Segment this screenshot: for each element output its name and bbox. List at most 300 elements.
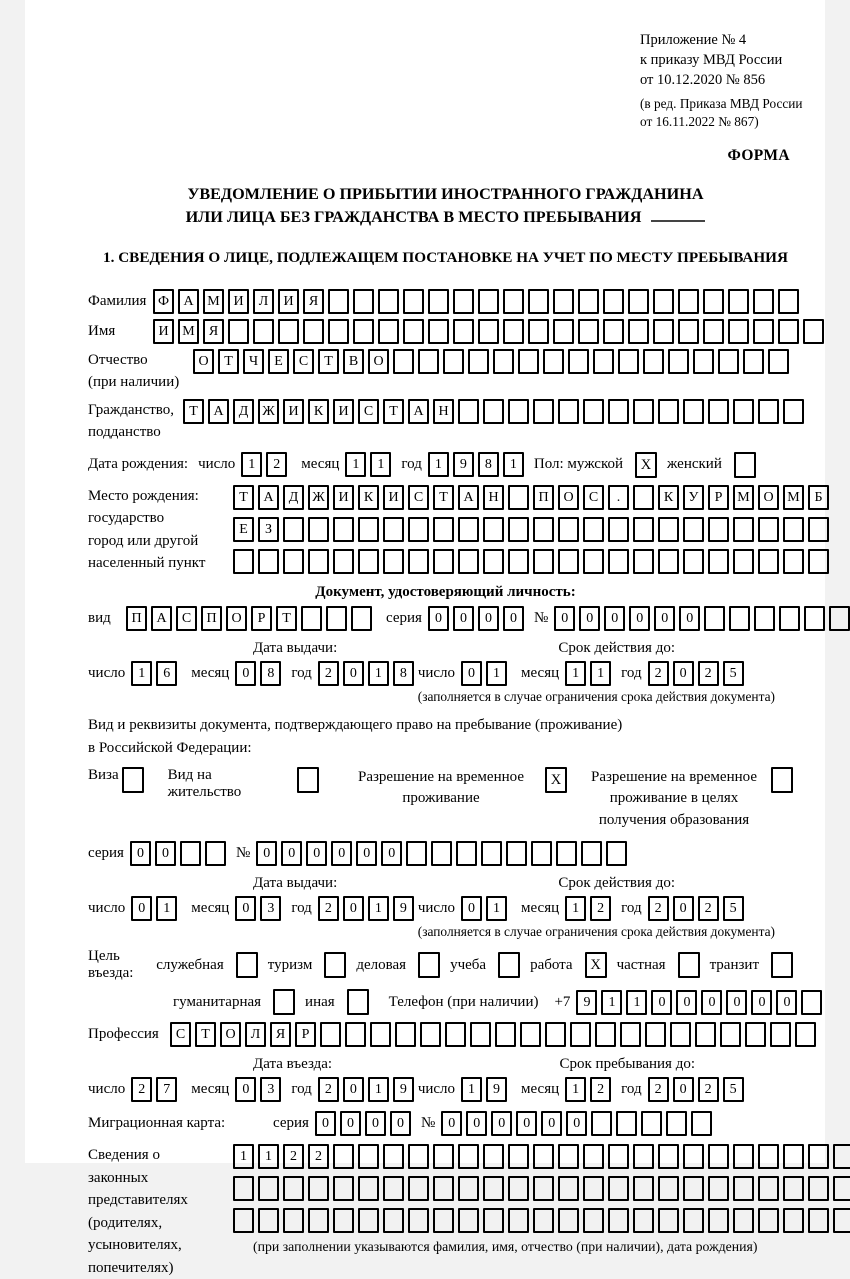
char-box[interactable]: [553, 289, 574, 314]
char-box[interactable]: [683, 1176, 704, 1201]
char-box[interactable]: [431, 841, 452, 866]
char-box[interactable]: [308, 1176, 329, 1201]
char-box[interactable]: [508, 399, 529, 424]
char-box[interactable]: Я: [270, 1022, 291, 1047]
purpose-business-checkbox[interactable]: [418, 952, 440, 978]
char-box[interactable]: 2: [648, 661, 669, 686]
char-box[interactable]: 1: [565, 1077, 586, 1102]
char-box[interactable]: П: [201, 606, 222, 631]
char-box[interactable]: 0: [343, 661, 364, 686]
char-box[interactable]: [303, 319, 324, 344]
char-box[interactable]: [301, 606, 322, 631]
char-box[interactable]: [783, 1208, 804, 1233]
char-box[interactable]: [795, 1022, 816, 1047]
char-box[interactable]: 0: [776, 990, 797, 1015]
char-box[interactable]: [358, 549, 379, 574]
char-box[interactable]: [633, 1144, 654, 1169]
char-box[interactable]: [801, 990, 822, 1015]
char-box[interactable]: 5: [723, 661, 744, 686]
char-box[interactable]: Т: [276, 606, 297, 631]
char-box[interactable]: 0: [673, 1077, 694, 1102]
char-box[interactable]: [728, 289, 749, 314]
char-box[interactable]: [608, 517, 629, 542]
char-box[interactable]: [658, 517, 679, 542]
char-box[interactable]: [258, 1208, 279, 1233]
char-box[interactable]: [558, 399, 579, 424]
char-box[interactable]: 0: [654, 606, 675, 631]
char-box[interactable]: К: [658, 485, 679, 510]
char-box[interactable]: [568, 349, 589, 374]
char-box[interactable]: 2: [648, 896, 669, 921]
char-box[interactable]: И: [333, 399, 354, 424]
char-box[interactable]: [733, 549, 754, 574]
char-box[interactable]: С: [583, 485, 604, 510]
char-box[interactable]: 0: [343, 1077, 364, 1102]
char-box[interactable]: 1: [233, 1144, 254, 1169]
char-box[interactable]: [729, 606, 750, 631]
char-box[interactable]: [531, 841, 552, 866]
char-box[interactable]: [583, 517, 604, 542]
char-box[interactable]: [733, 1208, 754, 1233]
char-box[interactable]: О: [368, 349, 389, 374]
char-box[interactable]: [583, 1144, 604, 1169]
char-box[interactable]: 0: [751, 990, 772, 1015]
char-box[interactable]: [533, 1176, 554, 1201]
char-box[interactable]: 0: [155, 841, 176, 866]
char-box[interactable]: 5: [723, 896, 744, 921]
char-box[interactable]: Т: [218, 349, 239, 374]
char-box[interactable]: [643, 349, 664, 374]
char-box[interactable]: Л: [245, 1022, 266, 1047]
char-box[interactable]: [353, 289, 374, 314]
char-box[interactable]: [658, 1176, 679, 1201]
residence-permit-checkbox[interactable]: [297, 767, 319, 793]
char-box[interactable]: 0: [676, 990, 697, 1015]
char-box[interactable]: 0: [673, 896, 694, 921]
char-box[interactable]: [743, 349, 764, 374]
char-box[interactable]: [456, 841, 477, 866]
char-box[interactable]: [708, 549, 729, 574]
char-box[interactable]: [333, 1208, 354, 1233]
char-box[interactable]: 1: [258, 1144, 279, 1169]
char-box[interactable]: [433, 1208, 454, 1233]
char-box[interactable]: [351, 606, 372, 631]
char-box[interactable]: [408, 1144, 429, 1169]
char-box[interactable]: [333, 517, 354, 542]
char-box[interactable]: 0: [461, 896, 482, 921]
char-box[interactable]: 0: [381, 841, 402, 866]
char-box[interactable]: Т: [383, 399, 404, 424]
char-box[interactable]: [543, 349, 564, 374]
char-box[interactable]: 0: [579, 606, 600, 631]
char-box[interactable]: 1: [368, 661, 389, 686]
char-box[interactable]: .: [608, 485, 629, 510]
char-box[interactable]: [658, 1144, 679, 1169]
char-box[interactable]: [770, 1022, 791, 1047]
char-box[interactable]: [458, 1144, 479, 1169]
char-box[interactable]: [783, 1176, 804, 1201]
char-box[interactable]: [533, 549, 554, 574]
char-box[interactable]: 0: [428, 606, 449, 631]
char-box[interactable]: 3: [260, 896, 281, 921]
char-box[interactable]: [328, 319, 349, 344]
char-box[interactable]: [558, 1208, 579, 1233]
char-box[interactable]: Т: [195, 1022, 216, 1047]
char-box[interactable]: Л: [253, 289, 274, 314]
char-box[interactable]: 1: [486, 896, 507, 921]
char-box[interactable]: [603, 289, 624, 314]
char-box[interactable]: [591, 1111, 612, 1136]
char-box[interactable]: [408, 549, 429, 574]
char-box[interactable]: [668, 349, 689, 374]
char-box[interactable]: [783, 549, 804, 574]
char-box[interactable]: [708, 517, 729, 542]
char-box[interactable]: [658, 549, 679, 574]
char-box[interactable]: 0: [651, 990, 672, 1015]
temp-residence-edu-checkbox[interactable]: [771, 767, 793, 793]
char-box[interactable]: [581, 841, 602, 866]
char-box[interactable]: С: [170, 1022, 191, 1047]
char-box[interactable]: [233, 1208, 254, 1233]
char-box[interactable]: [606, 841, 627, 866]
char-box[interactable]: 9: [393, 1077, 414, 1102]
char-box[interactable]: Ч: [243, 349, 264, 374]
char-box[interactable]: Т: [433, 485, 454, 510]
char-box[interactable]: [483, 549, 504, 574]
char-box[interactable]: [608, 1208, 629, 1233]
char-box[interactable]: 0: [235, 896, 256, 921]
char-box[interactable]: 1: [368, 896, 389, 921]
char-box[interactable]: [495, 1022, 516, 1047]
char-box[interactable]: [708, 399, 729, 424]
char-box[interactable]: 3: [260, 1077, 281, 1102]
char-box[interactable]: [608, 549, 629, 574]
char-box[interactable]: 0: [331, 841, 352, 866]
char-box[interactable]: [768, 349, 789, 374]
char-box[interactable]: [308, 1208, 329, 1233]
char-box[interactable]: [783, 1144, 804, 1169]
char-box[interactable]: [428, 289, 449, 314]
char-box[interactable]: О: [193, 349, 214, 374]
char-box[interactable]: [383, 1144, 404, 1169]
char-box[interactable]: [395, 1022, 416, 1047]
char-box[interactable]: [328, 289, 349, 314]
char-box[interactable]: [533, 517, 554, 542]
char-box[interactable]: 1: [503, 452, 524, 477]
char-box[interactable]: [645, 1022, 666, 1047]
char-box[interactable]: [833, 1144, 850, 1169]
char-box[interactable]: [358, 1176, 379, 1201]
char-box[interactable]: 0: [131, 896, 152, 921]
char-box[interactable]: [658, 1208, 679, 1233]
char-box[interactable]: 1: [241, 452, 262, 477]
char-box[interactable]: [433, 1176, 454, 1201]
char-box[interactable]: [683, 549, 704, 574]
char-box[interactable]: Я: [203, 319, 224, 344]
char-box[interactable]: Е: [233, 517, 254, 542]
char-box[interactable]: 0: [306, 841, 327, 866]
char-box[interactable]: [453, 319, 474, 344]
char-box[interactable]: [433, 1144, 454, 1169]
char-box[interactable]: 0: [390, 1111, 411, 1136]
char-box[interactable]: [758, 549, 779, 574]
char-box[interactable]: И: [283, 399, 304, 424]
char-box[interactable]: [733, 399, 754, 424]
char-box[interactable]: [258, 549, 279, 574]
char-box[interactable]: [558, 517, 579, 542]
char-box[interactable]: [233, 549, 254, 574]
char-box[interactable]: [433, 549, 454, 574]
char-box[interactable]: [666, 1111, 687, 1136]
visa-checkbox[interactable]: [122, 767, 144, 793]
char-box[interactable]: [783, 517, 804, 542]
char-box[interactable]: [678, 289, 699, 314]
char-box[interactable]: [283, 549, 304, 574]
char-box[interactable]: [283, 517, 304, 542]
char-box[interactable]: [458, 517, 479, 542]
char-box[interactable]: [728, 319, 749, 344]
char-box[interactable]: [458, 549, 479, 574]
char-box[interactable]: [618, 349, 639, 374]
char-box[interactable]: [708, 1208, 729, 1233]
char-box[interactable]: Т: [183, 399, 204, 424]
char-box[interactable]: 9: [576, 990, 597, 1015]
purpose-private-checkbox[interactable]: [678, 952, 700, 978]
char-box[interactable]: 0: [466, 1111, 487, 1136]
char-box[interactable]: [704, 606, 725, 631]
sex-male-checkbox[interactable]: X: [635, 452, 657, 478]
char-box[interactable]: 2: [283, 1144, 304, 1169]
char-box[interactable]: Я: [303, 289, 324, 314]
char-box[interactable]: С: [358, 399, 379, 424]
char-box[interactable]: [608, 1144, 629, 1169]
char-box[interactable]: [633, 1208, 654, 1233]
char-box[interactable]: [483, 1144, 504, 1169]
char-box[interactable]: [283, 1176, 304, 1201]
char-box[interactable]: 0: [235, 661, 256, 686]
char-box[interactable]: Ф: [153, 289, 174, 314]
char-box[interactable]: [758, 1144, 779, 1169]
char-box[interactable]: [595, 1022, 616, 1047]
char-box[interactable]: [383, 1176, 404, 1201]
char-box[interactable]: 0: [340, 1111, 361, 1136]
char-box[interactable]: 0: [343, 896, 364, 921]
char-box[interactable]: [370, 1022, 391, 1047]
char-box[interactable]: [583, 1208, 604, 1233]
char-box[interactable]: 1: [131, 661, 152, 686]
char-box[interactable]: И: [153, 319, 174, 344]
char-box[interactable]: [558, 549, 579, 574]
char-box[interactable]: [533, 1144, 554, 1169]
char-box[interactable]: [693, 349, 714, 374]
char-box[interactable]: [778, 319, 799, 344]
char-box[interactable]: [683, 517, 704, 542]
char-box[interactable]: [205, 841, 226, 866]
char-box[interactable]: 2: [318, 896, 339, 921]
char-box[interactable]: [468, 349, 489, 374]
char-box[interactable]: [481, 841, 502, 866]
char-box[interactable]: [508, 485, 529, 510]
char-box[interactable]: 0: [256, 841, 277, 866]
char-box[interactable]: [718, 349, 739, 374]
char-box[interactable]: А: [258, 485, 279, 510]
purpose-study-checkbox[interactable]: [498, 952, 520, 978]
char-box[interactable]: [383, 549, 404, 574]
char-box[interactable]: А: [151, 606, 172, 631]
char-box[interactable]: [428, 319, 449, 344]
char-box[interactable]: 0: [365, 1111, 386, 1136]
char-box[interactable]: [808, 517, 829, 542]
char-box[interactable]: [683, 399, 704, 424]
char-box[interactable]: [695, 1022, 716, 1047]
char-box[interactable]: [628, 289, 649, 314]
char-box[interactable]: [478, 319, 499, 344]
char-box[interactable]: [808, 1208, 829, 1233]
char-box[interactable]: 0: [478, 606, 499, 631]
char-box[interactable]: С: [176, 606, 197, 631]
char-box[interactable]: 0: [604, 606, 625, 631]
char-box[interactable]: 0: [491, 1111, 512, 1136]
char-box[interactable]: [616, 1111, 637, 1136]
char-box[interactable]: [378, 319, 399, 344]
char-box[interactable]: 8: [393, 661, 414, 686]
char-box[interactable]: 2: [318, 661, 339, 686]
char-box[interactable]: [653, 289, 674, 314]
char-box[interactable]: [545, 1022, 566, 1047]
char-box[interactable]: 2: [590, 896, 611, 921]
purpose-transit-checkbox[interactable]: [771, 952, 793, 978]
char-box[interactable]: С: [293, 349, 314, 374]
char-box[interactable]: [758, 517, 779, 542]
char-box[interactable]: [578, 319, 599, 344]
char-box[interactable]: К: [358, 485, 379, 510]
char-box[interactable]: [593, 349, 614, 374]
char-box[interactable]: 0: [441, 1111, 462, 1136]
char-box[interactable]: [653, 319, 674, 344]
char-box[interactable]: [608, 399, 629, 424]
char-box[interactable]: [570, 1022, 591, 1047]
char-box[interactable]: [353, 319, 374, 344]
char-box[interactable]: 2: [308, 1144, 329, 1169]
char-box[interactable]: [633, 1176, 654, 1201]
char-box[interactable]: 0: [554, 606, 575, 631]
purpose-other-checkbox[interactable]: [347, 989, 369, 1015]
char-box[interactable]: [703, 289, 724, 314]
char-box[interactable]: [720, 1022, 741, 1047]
char-box[interactable]: [333, 1176, 354, 1201]
char-box[interactable]: 0: [566, 1111, 587, 1136]
char-box[interactable]: [556, 841, 577, 866]
char-box[interactable]: 1: [345, 452, 366, 477]
char-box[interactable]: [608, 1176, 629, 1201]
char-box[interactable]: [779, 606, 800, 631]
char-box[interactable]: [683, 1208, 704, 1233]
char-box[interactable]: [383, 517, 404, 542]
char-box[interactable]: И: [228, 289, 249, 314]
char-box[interactable]: [670, 1022, 691, 1047]
char-box[interactable]: И: [333, 485, 354, 510]
char-box[interactable]: [453, 289, 474, 314]
char-box[interactable]: [503, 319, 524, 344]
char-box[interactable]: [418, 349, 439, 374]
char-box[interactable]: [333, 549, 354, 574]
char-box[interactable]: [758, 1176, 779, 1201]
char-box[interactable]: [803, 319, 824, 344]
char-box[interactable]: [745, 1022, 766, 1047]
char-box[interactable]: 9: [486, 1077, 507, 1102]
char-box[interactable]: [733, 517, 754, 542]
char-box[interactable]: 0: [281, 841, 302, 866]
char-box[interactable]: 7: [156, 1077, 177, 1102]
char-box[interactable]: 1: [156, 896, 177, 921]
char-box[interactable]: М: [203, 289, 224, 314]
char-box[interactable]: [804, 606, 825, 631]
char-box[interactable]: Т: [318, 349, 339, 374]
char-box[interactable]: 2: [698, 1077, 719, 1102]
char-box[interactable]: 2: [648, 1077, 669, 1102]
char-box[interactable]: Р: [295, 1022, 316, 1047]
char-box[interactable]: [533, 399, 554, 424]
char-box[interactable]: [508, 1208, 529, 1233]
char-box[interactable]: [228, 319, 249, 344]
char-box[interactable]: Т: [233, 485, 254, 510]
char-box[interactable]: [258, 1176, 279, 1201]
char-box[interactable]: 5: [723, 1077, 744, 1102]
char-box[interactable]: 9: [393, 896, 414, 921]
char-box[interactable]: [708, 1176, 729, 1201]
char-box[interactable]: [180, 841, 201, 866]
char-box[interactable]: [406, 841, 427, 866]
char-box[interactable]: К: [308, 399, 329, 424]
char-box[interactable]: 0: [356, 841, 377, 866]
char-box[interactable]: [583, 1176, 604, 1201]
char-box[interactable]: Ж: [258, 399, 279, 424]
char-box[interactable]: [603, 319, 624, 344]
char-box[interactable]: М: [178, 319, 199, 344]
char-box[interactable]: Е: [268, 349, 289, 374]
char-box[interactable]: 2: [698, 896, 719, 921]
char-box[interactable]: 0: [726, 990, 747, 1015]
char-box[interactable]: [733, 1176, 754, 1201]
char-box[interactable]: [518, 349, 539, 374]
purpose-tourism-checkbox[interactable]: [324, 952, 346, 978]
char-box[interactable]: О: [226, 606, 247, 631]
char-box[interactable]: [458, 1208, 479, 1233]
char-box[interactable]: [833, 1176, 850, 1201]
char-box[interactable]: 1: [428, 452, 449, 477]
char-box[interactable]: [503, 289, 524, 314]
char-box[interactable]: А: [458, 485, 479, 510]
purpose-work-checkbox[interactable]: X: [585, 952, 607, 978]
char-box[interactable]: [508, 549, 529, 574]
char-box[interactable]: 1: [368, 1077, 389, 1102]
char-box[interactable]: [633, 517, 654, 542]
char-box[interactable]: [678, 319, 699, 344]
char-box[interactable]: [833, 1208, 850, 1233]
char-box[interactable]: 1: [565, 896, 586, 921]
char-box[interactable]: [783, 399, 804, 424]
char-box[interactable]: С: [408, 485, 429, 510]
char-box[interactable]: 1: [590, 661, 611, 686]
char-box[interactable]: 0: [130, 841, 151, 866]
char-box[interactable]: [658, 399, 679, 424]
char-box[interactable]: 0: [516, 1111, 537, 1136]
char-box[interactable]: 1: [601, 990, 622, 1015]
char-box[interactable]: [558, 1144, 579, 1169]
char-box[interactable]: 0: [541, 1111, 562, 1136]
char-box[interactable]: [483, 1176, 504, 1201]
char-box[interactable]: 8: [478, 452, 499, 477]
